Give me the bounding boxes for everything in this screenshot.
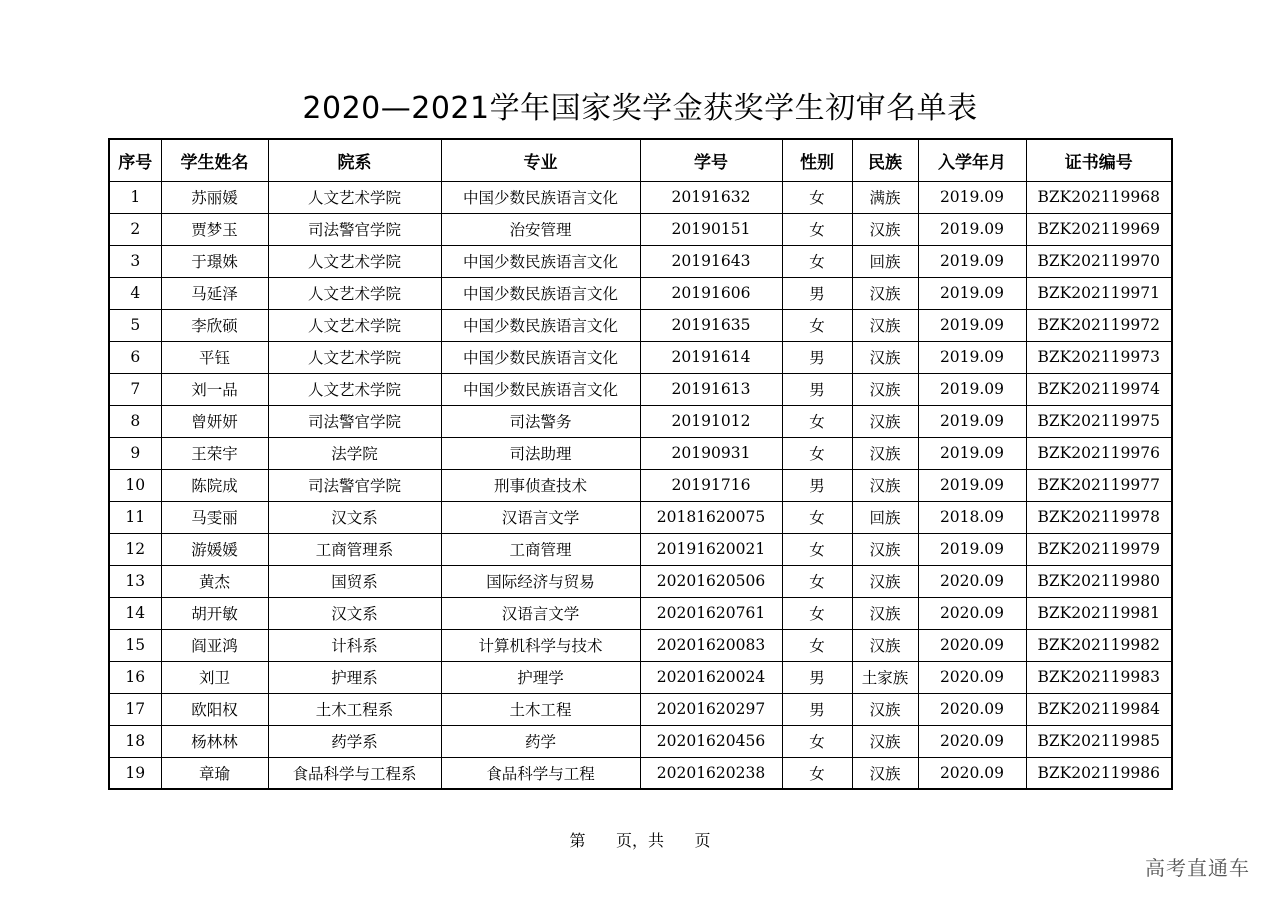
column-header-certificate-no: 证书编号	[1026, 139, 1172, 181]
cell-student-name: 黄杰	[161, 565, 268, 597]
cell-major: 食品科学与工程	[441, 757, 640, 789]
cell-ethnicity: 汉族	[852, 629, 918, 661]
cell-major: 中国少数民族语言文化	[441, 277, 640, 309]
cell-major: 中国少数民族语言文化	[441, 181, 640, 213]
cell-student-id: 20191620021	[640, 533, 782, 565]
cell-gender: 女	[782, 245, 852, 277]
cell-major: 护理学	[441, 661, 640, 693]
cell-seq-no: 19	[109, 757, 161, 789]
table-row	[109, 469, 1172, 501]
cell-student-id: 20191643	[640, 245, 782, 277]
cell-gender: 女	[782, 629, 852, 661]
cell-gender: 女	[782, 181, 852, 213]
cell-student-name: 贾梦玉	[161, 213, 268, 245]
cell-student-id: 20201620456	[640, 725, 782, 757]
cell-gender: 男	[782, 469, 852, 501]
table-row	[109, 501, 1172, 533]
cell-department: 计科系	[268, 629, 441, 661]
cell-gender: 女	[782, 565, 852, 597]
cell-seq-no: 17	[109, 693, 161, 725]
cell-gender: 男	[782, 373, 852, 405]
cell-seq-no: 1	[109, 181, 161, 213]
cell-student-id: 20191614	[640, 341, 782, 373]
cell-student-id: 20191613	[640, 373, 782, 405]
cell-department: 人文艺术学院	[268, 277, 441, 309]
cell-ethnicity: 汉族	[852, 213, 918, 245]
cell-enrollment-date: 2020.09	[918, 725, 1026, 757]
cell-ethnicity: 汉族	[852, 565, 918, 597]
cell-ethnicity: 汉族	[852, 725, 918, 757]
cell-department: 食品科学与工程系	[268, 757, 441, 789]
cell-certificate-no: BZK202119980	[1026, 565, 1172, 597]
cell-seq-no: 11	[109, 501, 161, 533]
table-row	[109, 277, 1172, 309]
cell-certificate-no: BZK202119973	[1026, 341, 1172, 373]
table-row	[109, 725, 1172, 757]
cell-department: 国贸系	[268, 565, 441, 597]
cell-department: 土木工程系	[268, 693, 441, 725]
cell-seq-no: 6	[109, 341, 161, 373]
cell-seq-no: 14	[109, 597, 161, 629]
cell-seq-no: 10	[109, 469, 161, 501]
cell-certificate-no: BZK202119983	[1026, 661, 1172, 693]
cell-ethnicity: 汉族	[852, 597, 918, 629]
cell-seq-no: 5	[109, 309, 161, 341]
cell-major: 中国少数民族语言文化	[441, 341, 640, 373]
cell-gender: 女	[782, 757, 852, 789]
watermark-logo-text: 高考直通车	[1145, 856, 1250, 880]
column-header-gender: 性别	[782, 139, 852, 181]
cell-major: 药学	[441, 725, 640, 757]
cell-major: 汉语言文学	[441, 597, 640, 629]
table-row	[109, 373, 1172, 405]
page-footer: 第 页，共 页	[569, 831, 711, 850]
cell-department: 人文艺术学院	[268, 341, 441, 373]
cell-seq-no: 16	[109, 661, 161, 693]
column-header-student-id: 学号	[640, 139, 782, 181]
cell-enrollment-date: 2019.09	[918, 373, 1026, 405]
cell-department: 司法警官学院	[268, 469, 441, 501]
cell-gender: 男	[782, 341, 852, 373]
cell-gender: 男	[782, 661, 852, 693]
cell-student-name: 李欣硕	[161, 309, 268, 341]
cell-enrollment-date: 2020.09	[918, 661, 1026, 693]
cell-enrollment-date: 2019.09	[918, 245, 1026, 277]
cell-enrollment-date: 2019.09	[918, 405, 1026, 437]
cell-enrollment-date: 2019.09	[918, 213, 1026, 245]
cell-gender: 男	[782, 277, 852, 309]
cell-gender: 女	[782, 213, 852, 245]
cell-student-id: 20191716	[640, 469, 782, 501]
cell-enrollment-date: 2018.09	[918, 501, 1026, 533]
cell-ethnicity: 回族	[852, 245, 918, 277]
cell-ethnicity: 汉族	[852, 757, 918, 789]
table-row	[109, 661, 1172, 693]
table-row	[109, 245, 1172, 277]
cell-gender: 女	[782, 501, 852, 533]
cell-certificate-no: BZK202119974	[1026, 373, 1172, 405]
table-row	[109, 437, 1172, 469]
table-row	[109, 181, 1172, 213]
cell-certificate-no: BZK202119985	[1026, 725, 1172, 757]
cell-department: 汉文系	[268, 597, 441, 629]
cell-seq-no: 18	[109, 725, 161, 757]
cell-student-id: 20190931	[640, 437, 782, 469]
cell-certificate-no: BZK202119975	[1026, 405, 1172, 437]
cell-student-id: 20201620024	[640, 661, 782, 693]
cell-ethnicity: 汉族	[852, 341, 918, 373]
cell-seq-no: 15	[109, 629, 161, 661]
cell-student-id: 20201620297	[640, 693, 782, 725]
cell-student-id: 20191632	[640, 181, 782, 213]
table-row	[109, 213, 1172, 245]
cell-student-id: 20201620506	[640, 565, 782, 597]
cell-certificate-no: BZK202119978	[1026, 501, 1172, 533]
cell-enrollment-date: 2019.09	[918, 341, 1026, 373]
cell-enrollment-date: 2019.09	[918, 533, 1026, 565]
cell-seq-no: 13	[109, 565, 161, 597]
cell-ethnicity: 汉族	[852, 373, 918, 405]
cell-major: 土木工程	[441, 693, 640, 725]
cell-ethnicity: 汉族	[852, 469, 918, 501]
cell-seq-no: 4	[109, 277, 161, 309]
cell-student-name: 胡开敏	[161, 597, 268, 629]
cell-seq-no: 9	[109, 437, 161, 469]
cell-student-id: 20201620238	[640, 757, 782, 789]
cell-student-id: 20191012	[640, 405, 782, 437]
cell-student-name: 平钰	[161, 341, 268, 373]
column-header-student-name: 学生姓名	[161, 139, 268, 181]
cell-enrollment-date: 2019.09	[918, 309, 1026, 341]
table-body	[109, 181, 1172, 789]
cell-gender: 女	[782, 725, 852, 757]
cell-major: 中国少数民族语言文化	[441, 245, 640, 277]
table-row	[109, 309, 1172, 341]
cell-enrollment-date: 2019.09	[918, 469, 1026, 501]
cell-certificate-no: BZK202119970	[1026, 245, 1172, 277]
cell-major: 工商管理	[441, 533, 640, 565]
cell-major: 司法警务	[441, 405, 640, 437]
cell-ethnicity: 回族	[852, 501, 918, 533]
cell-certificate-no: BZK202119976	[1026, 437, 1172, 469]
table-row	[109, 565, 1172, 597]
cell-enrollment-date: 2019.09	[918, 437, 1026, 469]
cell-department: 法学院	[268, 437, 441, 469]
cell-department: 汉文系	[268, 501, 441, 533]
cell-student-id: 20201620083	[640, 629, 782, 661]
cell-major: 司法助理	[441, 437, 640, 469]
cell-department: 护理系	[268, 661, 441, 693]
cell-seq-no: 12	[109, 533, 161, 565]
cell-ethnicity: 汉族	[852, 277, 918, 309]
cell-enrollment-date: 2019.09	[918, 181, 1026, 213]
cell-major: 汉语言文学	[441, 501, 640, 533]
cell-student-id: 20201620761	[640, 597, 782, 629]
cell-seq-no: 7	[109, 373, 161, 405]
document-title: 2020—2021学年国家奖学金获奖学生初审名单表	[302, 91, 978, 126]
cell-ethnicity: 汉族	[852, 405, 918, 437]
cell-student-id: 20181620075	[640, 501, 782, 533]
cell-student-name: 于璟姝	[161, 245, 268, 277]
cell-student-name: 苏丽媛	[161, 181, 268, 213]
table-row	[109, 629, 1172, 661]
table-row	[109, 533, 1172, 565]
cell-seq-no: 2	[109, 213, 161, 245]
cell-certificate-no: BZK202119972	[1026, 309, 1172, 341]
cell-student-id: 20190151	[640, 213, 782, 245]
cell-certificate-no: BZK202119971	[1026, 277, 1172, 309]
cell-gender: 女	[782, 533, 852, 565]
cell-department: 人文艺术学院	[268, 309, 441, 341]
cell-certificate-no: BZK202119977	[1026, 469, 1172, 501]
cell-department: 药学系	[268, 725, 441, 757]
cell-seq-no: 3	[109, 245, 161, 277]
column-header-enrollment-date: 入学年月	[918, 139, 1026, 181]
cell-ethnicity: 满族	[852, 181, 918, 213]
cell-department: 人文艺术学院	[268, 181, 441, 213]
cell-certificate-no: BZK202119986	[1026, 757, 1172, 789]
cell-student-name: 马延泽	[161, 277, 268, 309]
cell-enrollment-date: 2020.09	[918, 629, 1026, 661]
cell-certificate-no: BZK202119969	[1026, 213, 1172, 245]
cell-certificate-no: BZK202119979	[1026, 533, 1172, 565]
cell-enrollment-date: 2020.09	[918, 757, 1026, 789]
cell-student-name: 刘卫	[161, 661, 268, 693]
cell-major: 国际经济与贸易	[441, 565, 640, 597]
column-header-seq-no: 序号	[109, 139, 161, 181]
cell-department: 司法警官学院	[268, 213, 441, 245]
cell-department: 司法警官学院	[268, 405, 441, 437]
cell-gender: 男	[782, 693, 852, 725]
column-header-ethnicity: 民族	[852, 139, 918, 181]
cell-enrollment-date: 2019.09	[918, 277, 1026, 309]
cell-ethnicity: 汉族	[852, 533, 918, 565]
cell-department: 人文艺术学院	[268, 245, 441, 277]
table-row	[109, 405, 1172, 437]
cell-enrollment-date: 2020.09	[918, 565, 1026, 597]
cell-ethnicity: 汉族	[852, 693, 918, 725]
cell-student-id: 20191606	[640, 277, 782, 309]
cell-major: 治安管理	[441, 213, 640, 245]
cell-certificate-no: BZK202119982	[1026, 629, 1172, 661]
cell-student-name: 王荣宇	[161, 437, 268, 469]
cell-student-name: 曾妍妍	[161, 405, 268, 437]
cell-ethnicity: 汉族	[852, 309, 918, 341]
table-row	[109, 693, 1172, 725]
cell-certificate-no: BZK202119984	[1026, 693, 1172, 725]
cell-gender: 女	[782, 437, 852, 469]
table-row	[109, 341, 1172, 373]
cell-student-id: 20191635	[640, 309, 782, 341]
cell-major: 计算机科学与技术	[441, 629, 640, 661]
table-row	[109, 597, 1172, 629]
cell-department: 工商管理系	[268, 533, 441, 565]
table-header-row	[109, 139, 1172, 181]
cell-certificate-no: BZK202119968	[1026, 181, 1172, 213]
cell-student-name: 杨林林	[161, 725, 268, 757]
cell-seq-no: 8	[109, 405, 161, 437]
cell-student-name: 刘一品	[161, 373, 268, 405]
cell-major: 中国少数民族语言文化	[441, 309, 640, 341]
cell-student-name: 陈院成	[161, 469, 268, 501]
cell-student-name: 游媛媛	[161, 533, 268, 565]
cell-major: 刑事侦查技术	[441, 469, 640, 501]
table-row	[109, 757, 1172, 789]
cell-gender: 女	[782, 597, 852, 629]
cell-ethnicity: 土家族	[852, 661, 918, 693]
cell-gender: 女	[782, 405, 852, 437]
cell-student-name: 马雯丽	[161, 501, 268, 533]
cell-enrollment-date: 2020.09	[918, 597, 1026, 629]
cell-department: 人文艺术学院	[268, 373, 441, 405]
cell-major: 中国少数民族语言文化	[441, 373, 640, 405]
cell-gender: 女	[782, 309, 852, 341]
cell-ethnicity: 汉族	[852, 437, 918, 469]
cell-enrollment-date: 2020.09	[918, 693, 1026, 725]
column-header-department: 院系	[268, 139, 441, 181]
cell-certificate-no: BZK202119981	[1026, 597, 1172, 629]
column-header-major: 专业	[441, 139, 640, 181]
scholarship-roster-table	[108, 138, 1173, 790]
cell-student-name: 章瑜	[161, 757, 268, 789]
cell-student-name: 阎亚鸿	[161, 629, 268, 661]
cell-student-name: 欧阳权	[161, 693, 268, 725]
